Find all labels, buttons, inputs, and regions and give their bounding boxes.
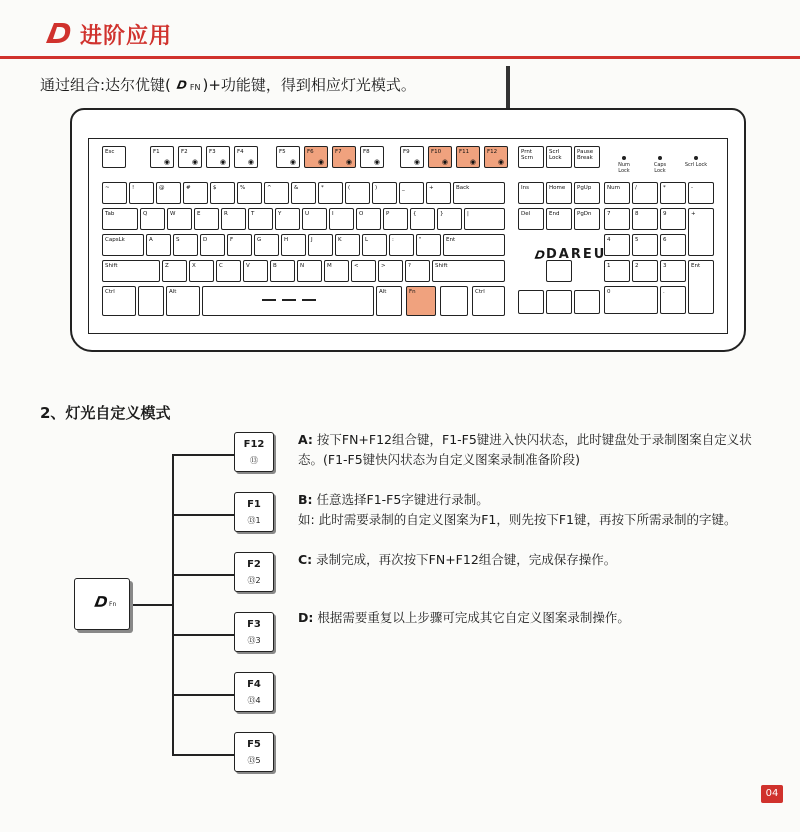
row2-key: O [356,208,381,230]
led-indicator [612,156,636,174]
light-icon: ◉ [497,158,504,166]
space-key [202,286,374,316]
light-icon: ◉ [373,158,380,166]
fkey-f12 [234,432,274,472]
fn-key-label: Fn [109,601,117,608]
row3-key: J [308,234,333,256]
step-d-letter: D: [298,610,314,625]
fkey-f4 [234,672,274,712]
row1-key: @ [156,182,181,204]
fkey-f1 [234,492,274,532]
row2-key: I [329,208,354,230]
step-example [298,510,768,530]
light-icon: ◉ [345,158,352,166]
menu-key [440,286,468,316]
row1-key: & [291,182,316,204]
light-mode-icon: ⑬4 [247,696,261,705]
numpad-key: 0 [604,286,658,314]
win-key [138,286,164,316]
numpad-key: 3 [660,260,686,282]
fn-row-key: F1 ◉ [150,146,174,168]
intro-text [40,74,416,95]
step-b [298,490,768,510]
nav-key: Del [518,208,544,230]
nav-key: Home [546,182,572,204]
row4-key: M [324,260,349,282]
nav-key: PgUp [574,182,600,204]
row4-key: < [351,260,376,282]
arrow-up-key [546,260,572,282]
ctrl-key: Ctrl [102,286,136,316]
row3-key: " [416,234,441,256]
numpad-key: / [632,182,658,204]
arrow-right-key [574,290,600,314]
light-icon: ◉ [163,158,170,166]
row4-key: ? [405,260,430,282]
fkey-label: F1 [247,499,261,510]
row2-key: E [194,208,219,230]
step-a [298,430,768,470]
numpad-key: 5 [632,234,658,256]
led-label: Num Lock [618,162,630,174]
fkey-f5 [234,732,274,772]
led-dot-icon [658,156,662,160]
row1-key: % [237,182,262,204]
light-icon: ◉ [413,158,420,166]
header-rule [0,56,800,59]
page-number: 04 [761,785,783,803]
fn-row-key: F6 ◉ [304,146,328,168]
space-mark [262,299,276,301]
light-mode-icon: ⑬3 [247,636,261,645]
light-icon: ◉ [191,158,198,166]
fn-inline-icon [173,78,201,92]
fkey-f3 [234,612,274,652]
fn-key-icon [89,593,111,611]
fkey-label: F4 [247,679,261,690]
led-dot-icon [694,156,698,160]
row1-key: # [183,182,208,204]
step-example-letter: 如: [298,512,315,527]
fn-row-key: F8 ◉ [360,146,384,168]
nav-key: PgDn [574,208,600,230]
row4-key: V [243,260,268,282]
led-label: Scrl Lock [684,162,708,168]
row1-key: $ [210,182,235,204]
numpad-key: * [660,182,686,204]
row2-key: T [248,208,273,230]
fkey-f2 [234,552,274,592]
row3-key: A [146,234,171,256]
row4-key: Shift [102,260,160,282]
row1-key: ~ [102,182,127,204]
tree-vertical-line [172,454,174,754]
row3-key: L [362,234,387,256]
numpad-key: Ent [688,260,714,314]
fkey-label: F2 [247,559,261,570]
light-mode-icon: ⑬5 [247,756,261,765]
step-c-letter: C: [298,552,313,567]
row4-key: B [270,260,295,282]
row1-key: Back [453,182,505,204]
fn-row-key: F10 ◉ [428,146,452,168]
alt-key: Alt [376,286,402,316]
tree-root-line [128,604,172,606]
numpad-key: 1 [604,260,630,282]
light-mode-icon: ⑬1 [247,516,261,525]
light-icon: ◉ [317,158,324,166]
fn-row-key: Prnt Scrn [518,146,544,168]
led-indicator [684,156,708,168]
row3-key: S [173,234,198,256]
fn-key-highlight: Fn [406,286,436,316]
row2-key: | [464,208,505,230]
numpad-key: 2 [632,260,658,282]
fkey-label: F3 [247,619,261,630]
alt-key: Alt [166,286,200,316]
row3-key: D [200,234,225,256]
row1-key: + [426,182,451,204]
tree-branch-line [172,754,234,756]
page-title: 进阶应用 [80,23,173,49]
fkey-label: F5 [247,739,261,750]
fn-key [74,578,130,630]
tree-branch-line [172,514,234,516]
led-label: Caps Lock [653,162,667,174]
fn-row-key: F2 ◉ [178,146,202,168]
intro-before: 通过组合:达尔优键( [40,76,171,94]
numpad-key: - [688,182,714,204]
fn-row-key: F4 ◉ [234,146,258,168]
row1-key: _ [399,182,424,204]
nav-key: End [546,208,572,230]
fn-row-key: F5 ◉ [276,146,300,168]
light-icon: ◉ [247,158,254,166]
arrow-down-key [546,290,572,314]
row1-key: ) [372,182,397,204]
fkey-label: F12 [243,439,265,450]
numpad-key: 6 [660,234,686,256]
led-indicator [648,156,672,174]
row2-key: Tab [102,208,138,230]
space-mark [302,299,316,301]
keyboard-brand [532,247,606,262]
light-icon: ◉ [289,158,296,166]
row2-key: P [383,208,408,230]
ctrl-key: Ctrl [472,286,505,316]
row4-key: C [216,260,241,282]
row3-key: K [335,234,360,256]
row1-key: ( [345,182,370,204]
step-b-letter: B: [298,492,313,507]
light-icon: ◉ [219,158,226,166]
numpad-key: 9 [660,208,686,230]
step-d [298,608,768,628]
section-title: 2、灯光自定义模式 [40,404,171,422]
row2-key: Q [140,208,165,230]
fn-row-key: F3 ◉ [206,146,230,168]
step-b-text: 任意选择F1-F5字键进行录制。 [316,492,489,507]
fn-row-key: F12 ◉ [484,146,508,168]
step-c-text: 录制完成，再次按下FN+F12组合键，完成保存操作。 [316,552,617,567]
step-d-text: 根据需要重复以上步骤可完成其它自定义图案录制操作。 [317,610,630,625]
numpad-key: 7 [604,208,630,230]
light-icon: ◉ [469,158,476,166]
row2-key: U [302,208,327,230]
intro-after: )+功能键，得到相应灯光模式。 [202,76,416,94]
fn-row-key: F9 ◉ [400,146,424,168]
numpad-key: + [688,208,714,256]
keyboard-cable [506,66,510,112]
tree-branch-line [172,454,234,456]
row3-key: Ent [443,234,505,256]
row1-key: * [318,182,343,204]
dareu-logo-icon [40,17,74,51]
fn-row-key: Esc [102,146,126,168]
step-a-text: 按下FN+F12组合键，F1-F5键进入快闪状态，此时键盘处于录制图案自定义状态。(F1-F5键快闪状态为自定义图案录制准备阶段) [298,432,752,467]
row4-key: Shift [432,260,505,282]
row2-key: W [167,208,192,230]
row4-key: Z [162,260,187,282]
tree-branch-line [172,634,234,636]
row2-key: R [221,208,246,230]
fn-row-key: F11 ◉ [456,146,480,168]
fn-row-key: Pause Break [574,146,600,168]
brand-text: DAREU [546,247,607,262]
row3-key: F [227,234,252,256]
numpad-key: . [660,286,686,314]
fn-row-key: Scrl Lock [546,146,572,168]
step-c [298,550,768,570]
row4-key: N [297,260,322,282]
row1-key: ^ [264,182,289,204]
led-dot-icon [622,156,626,160]
row1-key: ! [129,182,154,204]
row2-key: { [410,208,435,230]
step-a-letter: A: [298,432,313,447]
row2-key: Y [275,208,300,230]
page-header [40,14,172,54]
row3-key: CapsLk [102,234,144,256]
row4-key: X [189,260,214,282]
row3-key: G [254,234,279,256]
numpad-key: 8 [632,208,658,230]
step-example-text: 此时需要录制的自定义图案为F1，则先按下F1键，再按下所需录制的字键。 [318,512,737,527]
nav-key: Ins [518,182,544,204]
fn-inline-label: FN [189,82,201,92]
numpad-key: 4 [604,234,630,256]
numpad-key: Num [604,182,630,204]
light-mode-icon: ⑬ [250,456,258,465]
fn-row-key: F7 ◉ [332,146,356,168]
row2-key: } [437,208,462,230]
row4-key: > [378,260,403,282]
tree-branch-line [172,574,234,576]
row3-key: : [389,234,414,256]
light-mode-icon: ⑬2 [247,576,261,585]
light-icon: ◉ [441,158,448,166]
tree-branch-line [172,694,234,696]
space-mark [282,299,296,301]
row3-key: H [281,234,306,256]
arrow-left-key [518,290,544,314]
